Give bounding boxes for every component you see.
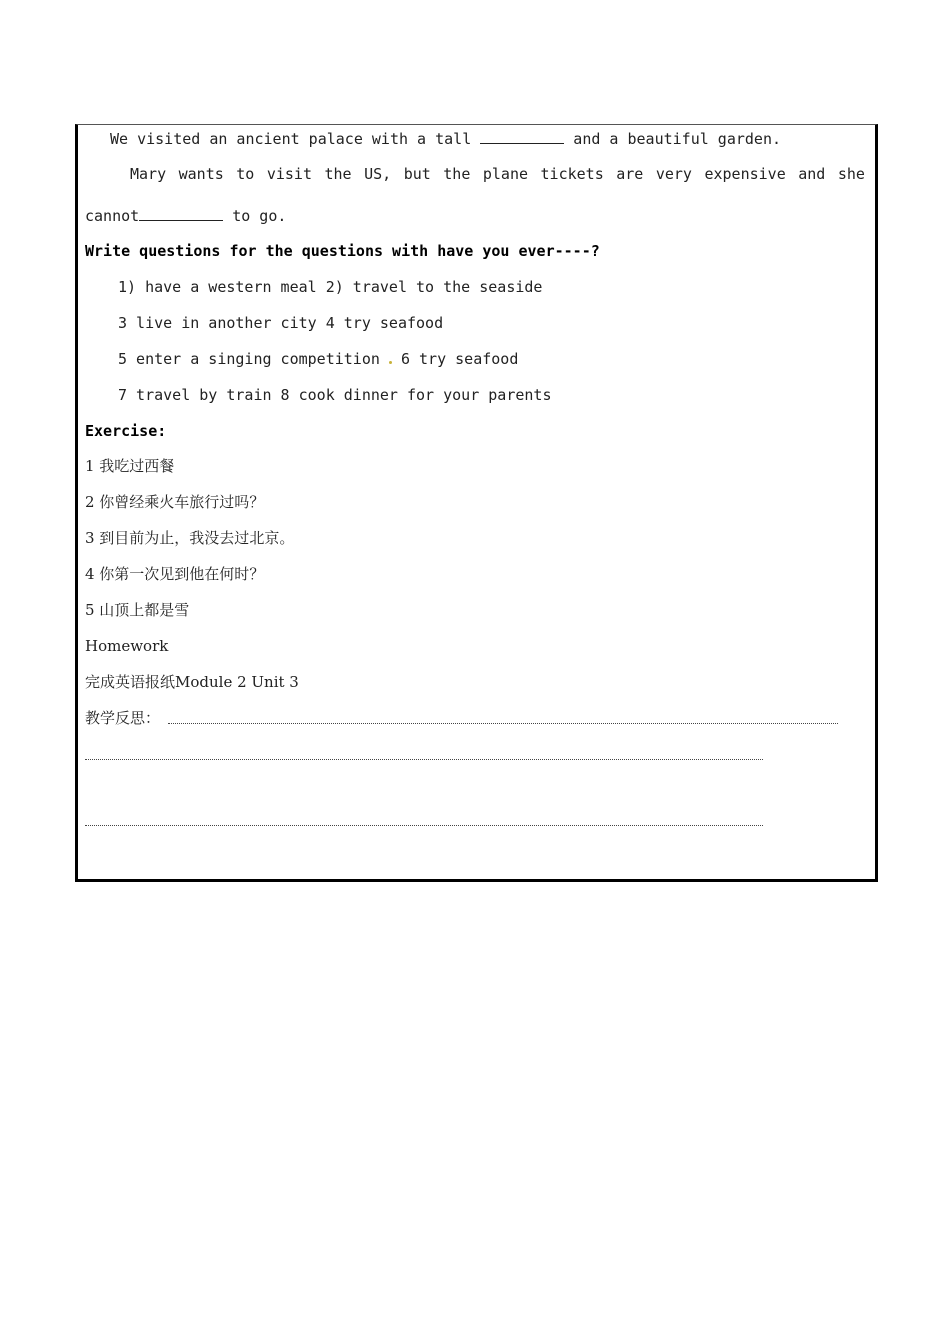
sentence-2-word: the	[324, 165, 352, 183]
sentence-2-word: to	[236, 165, 255, 183]
exercise-item-4: 4 你第一次见到他在何时？	[85, 565, 265, 583]
sentence-1-end: and a beautiful garden.	[564, 130, 782, 148]
reflection-label: 教学反思：	[85, 709, 161, 727]
answer-blank-2	[139, 206, 223, 221]
sentence-2-word: Mary	[130, 165, 167, 183]
sentence-2-word: the	[443, 165, 471, 183]
sentence-2-cont-end: to go.	[223, 207, 287, 225]
sentence-2-word: tickets	[540, 165, 604, 183]
exercise-heading: Exercise:	[85, 422, 167, 440]
exercise-item-3: 3 到目前为止，我没去过北京。	[85, 529, 295, 547]
exercise-item-2: 2 你曾经乘火车旅行过吗？	[85, 493, 265, 511]
sentence-2-word: but	[403, 165, 431, 183]
question-prompts-row-4: 7 travel by train 8 cook dinner for your parents	[118, 386, 552, 404]
reflection-line-2	[85, 759, 763, 760]
fill-in-sentence-2-continued	[85, 206, 286, 225]
sentence-1-start: We visited an ancient palace with a tall	[110, 130, 481, 148]
sentence-2-word: plane	[482, 165, 529, 183]
prompt-6: 6 try seafood	[391, 350, 519, 368]
sentence-2-word: she	[837, 165, 865, 183]
fill-in-sentence-1	[110, 129, 781, 148]
reflection-line-1	[168, 723, 838, 724]
sentence-2-word: very	[655, 165, 692, 183]
exercise-item-1: 1 我吃过西餐	[85, 457, 175, 475]
sentence-2-word: visit	[266, 165, 312, 183]
sentence-2-cont-start: cannot	[85, 207, 140, 225]
exercise-item-5: 5 山顶上都是雪	[85, 601, 190, 619]
sentence-2-word: and	[798, 165, 826, 183]
answer-blank-1	[480, 129, 564, 144]
homework-heading: Homework	[85, 637, 169, 655]
prompt-5: 5 enter a singing competition	[118, 350, 389, 368]
homework-task: 完成英语报纸Module 2 Unit 3	[85, 673, 299, 691]
sentence-2-word: wants	[178, 165, 224, 183]
sentence-2-word: are	[616, 165, 644, 183]
fill-in-sentence-2	[130, 165, 865, 183]
questions-heading: Write questions for the questions with have you ever----?	[85, 242, 600, 260]
sentence-2-word: US,	[364, 165, 392, 183]
question-prompts-row-3	[118, 350, 518, 368]
sentence-2-word: expensive	[704, 165, 786, 183]
reflection-line-3	[85, 825, 763, 826]
question-prompts-row-2: 3 live in another city 4 try seafood	[118, 314, 444, 332]
question-prompts-row-1: 1) have a western meal 2) travel to the seaside	[118, 278, 543, 296]
